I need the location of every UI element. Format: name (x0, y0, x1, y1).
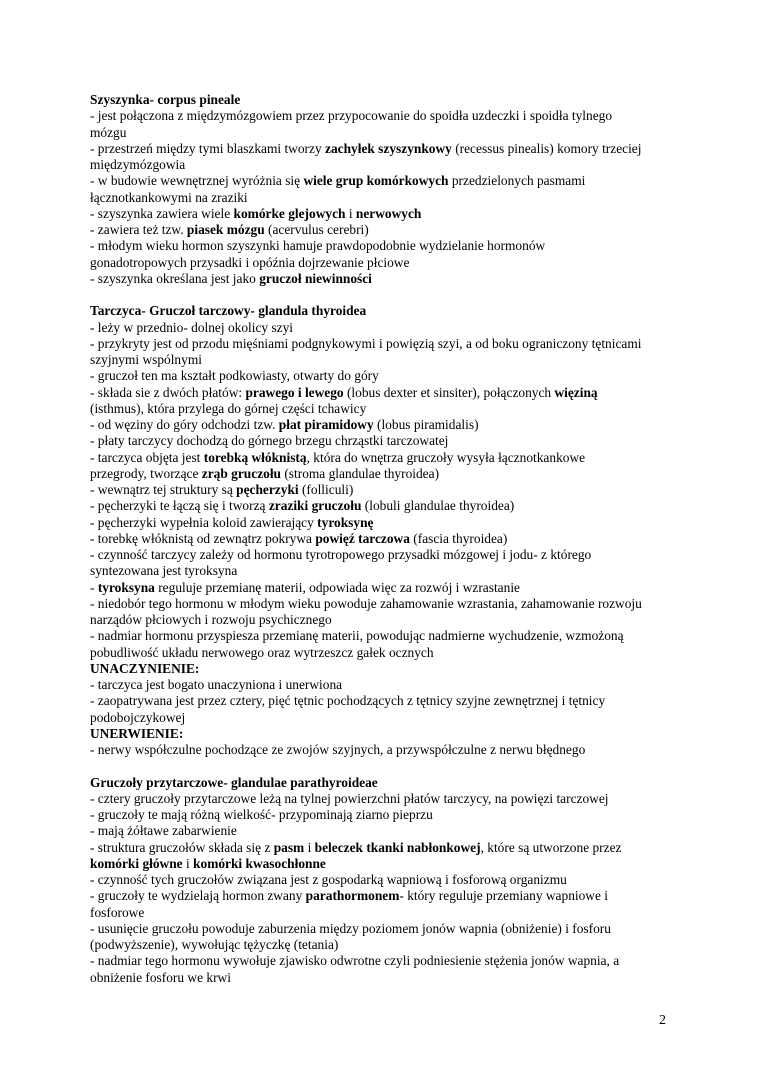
bold-term: UNACZYNIENIE: (90, 660, 200, 676)
text-line (90, 482, 680, 498)
text-run: - gruczoły te wydzielają hormon zwany (90, 888, 306, 904)
text-run: - składa sie z dwóch płatów: (90, 384, 246, 400)
text-line (90, 888, 680, 904)
text-line (90, 970, 680, 986)
text-line (90, 206, 680, 222)
text-line (90, 157, 680, 173)
text-run: fosforowe (90, 904, 145, 920)
text-run: - czynność tarczycy zależy od hormonu tyrotropowego przysadki mózgowej i jodu- z którego (90, 547, 592, 562)
text-line (90, 352, 680, 368)
text-line (90, 807, 680, 823)
bold-term: komórki kwasochłonne (193, 855, 326, 871)
text-line (90, 531, 680, 547)
text-line (90, 775, 680, 791)
text-run: - zaopatrywana jest przez cztery, pięć tętnic pochodzących z tętnicy szyjne zewnętrznej i tętnicy (90, 693, 606, 709)
bold-term: tyroksynę (317, 514, 374, 530)
text-run: , które są utworzone przez (480, 839, 622, 855)
text-run: (lobus piramidalis) (373, 417, 479, 432)
bold-term: beleczek tkanki nabłonkowej (314, 839, 481, 855)
text-run: (isthmus), która przylega do górnej części tchawicy (90, 400, 367, 416)
page-number: 2 (659, 1013, 666, 1028)
text-line (90, 612, 680, 628)
text-run: - pęcherzyki te łączą się i tworzą (90, 498, 269, 514)
text-run: - nerwy współczulne pochodzące ze zwojów szyjnych, a przywspółczulne z nerwu błędnego (90, 742, 586, 757)
bold-term: powięź tarczowa (315, 530, 410, 546)
text-run: (folliculi) (298, 482, 354, 497)
text-run: łącznotkankowymi na zraziki (90, 189, 248, 205)
bold-term: zachyłek szyszynkowy (325, 140, 452, 156)
text-line (90, 872, 680, 888)
text-line (90, 222, 680, 238)
text-line (90, 661, 680, 677)
bold-term: gruczoł niewinności (259, 270, 372, 286)
text-line (90, 515, 680, 531)
text-run: - w budowie wewnętrznej wyróżnia się (90, 173, 304, 189)
text-line (90, 238, 680, 254)
text-run: i (182, 855, 194, 871)
text-run: pobudliwość układu nerwowego oraz wytrzeszcz gałek ocznych (90, 644, 434, 660)
text-line (90, 303, 680, 319)
text-run: - nadmiar tego hormonu wywołuje zjawisko odwrotne czyli podniesienie stężenia jonów wapnia, a (90, 953, 620, 969)
text-run: - niedobór tego hormonu w młodym wieku powoduje zahamowanie wzrastania, zahamowanie rozwoju (90, 595, 642, 611)
bold-term: parathormonem (305, 888, 400, 904)
text-line (90, 498, 680, 514)
bold-term: Tarczyca- Gruczoł tarczowy- glandula thyroidea (90, 303, 367, 319)
text-run: - od węziny do góry odchodzi tzw. (90, 417, 279, 432)
text-line (90, 401, 680, 417)
text-line (90, 417, 680, 433)
text-run: - który reguluje przemiany wapniowe i (399, 888, 608, 904)
text-line (90, 271, 680, 287)
text-line (90, 108, 680, 124)
text-run: podobojczykowej (90, 709, 186, 725)
text-run: (recessus pinealis) komory trzeciej (451, 140, 642, 156)
text-line (90, 742, 680, 758)
text-line (90, 563, 680, 579)
text-line (90, 693, 680, 709)
text-run: przedzielonych pasmami (448, 173, 586, 189)
text-run: - przykryty jest od przodu mięśniami podgnykowymi i powięzią szyi, a od boku ograniczony tętnicami (90, 335, 642, 351)
text-run: , która do wnętrza gruczoły wysyła łącznotkankowe (306, 449, 586, 465)
text-run: - gruczoł ten ma kształt podkowiasty, otwarty do góry (90, 368, 379, 384)
bold-term: Gruczoły przytarczowe- glandulae parathyroideae (90, 774, 378, 790)
text-run: - młodym wieku hormon szyszynki hamuje prawdopodobnie wydzielanie hormonów (90, 238, 546, 254)
text-run: (lobus dexter et sinsiter), połączonych (343, 384, 555, 400)
text-line (90, 823, 680, 839)
bold-term: UNERWIENIE: (90, 725, 184, 741)
text-run: (lobuli glandulae thyroidea) (361, 498, 515, 514)
text-line (90, 856, 680, 872)
bold-term: wiele grup komórkowych (303, 173, 449, 189)
text-run: - przestrzeń między tymi blaszkami tworzy (90, 140, 325, 156)
text-line (90, 336, 680, 352)
text-run: - mają żółtawe zabarwienie (90, 823, 237, 839)
text-run: i (345, 205, 356, 221)
text-run: - torebkę włóknistą od zewnątrz pokrywa (90, 530, 316, 546)
text-run: - pęcherzyki wypełnia koloid zawierający (90, 514, 318, 530)
text-run: szyjnymi wspólnymi (90, 352, 202, 367)
text-run: - nadmiar hormonu przyspiesza przemianę materii, powodując nadmierne wychudzenie, wzmożoną (90, 628, 624, 644)
text-line (90, 255, 680, 271)
text-line (90, 628, 680, 644)
bold-term: zraziki gruczołu (268, 498, 362, 514)
text-line (90, 173, 680, 189)
text-run: - tarczyca jest bogato unaczyniona i unerwiona (90, 677, 343, 692)
text-run: obniżenie fosforu we krwi (90, 969, 231, 985)
text-run: (fascia thyroidea) (409, 530, 508, 546)
text-run: - szyszynka zawiera wiele (90, 205, 234, 221)
text-run: - usunięcie gruczołu powoduje zaburzenia między poziomem jonów wapnia (obniżenie) i fosforu (90, 920, 611, 936)
text-run: syntezowana jest tyroksyna (90, 563, 238, 579)
text-line (90, 385, 680, 401)
text-run: - struktura gruczołów składa się z (90, 839, 274, 855)
bold-term: torebką włóknistą (203, 449, 307, 465)
text-line (90, 953, 680, 969)
text-line (90, 433, 680, 449)
text-line (90, 905, 680, 921)
text-run: i (304, 839, 315, 855)
text-run: - cztery gruczoły przytarczowe leżą na tylnej powierzchni płatów tarczycy, na powięzi tarczowej (90, 790, 609, 806)
text-line (90, 92, 680, 108)
text-line (90, 596, 680, 612)
text-run: - gruczoły te mają różną wielkość- przypominają ziarno pieprzu (90, 807, 433, 822)
text-run: - (90, 579, 98, 595)
text-line (90, 450, 680, 466)
text-run: - leży w przednio- dolnej okolicy szyi (90, 319, 294, 335)
text-line (90, 921, 680, 937)
text-line (90, 466, 680, 482)
text-line (90, 547, 680, 563)
text-line (90, 645, 680, 661)
bold-term: zrąb gruczołu (201, 465, 281, 481)
text-run: mózgu (90, 124, 127, 140)
text-line (90, 710, 680, 726)
bold-term: tyroksyna (97, 579, 155, 595)
text-line (90, 320, 680, 336)
text-run: (stroma glandulae thyroidea) (281, 465, 440, 481)
text-run: (podwyższenie), wywołując tężyczkę (tetania) (90, 937, 339, 952)
text-line (90, 190, 680, 206)
bold-term: komórki główne (90, 855, 183, 871)
text-line (90, 141, 680, 157)
blank-line (90, 287, 680, 303)
text-run: - tarczyca objęta jest (90, 449, 204, 465)
bold-term: pasm (273, 839, 305, 855)
text-line (90, 368, 680, 384)
text-run: narządów płciowych i rozwoju psychicznego (90, 612, 332, 627)
text-line (90, 937, 680, 953)
text-run: gonadotropowych przysadki i opóźnia dojrzewanie płciowe (90, 254, 410, 270)
text-run: - zawiera też tzw. (90, 222, 187, 237)
text-run: - płaty tarczycy dochodzą do górnego brzegu chrząstki tarczowatej (90, 433, 449, 449)
text-line (90, 840, 680, 856)
text-run: - czynność tych gruczołów związana jest z gospodarką wapniową i fosforową organizmu (90, 872, 567, 887)
bold-term: prawego i lewego (245, 384, 344, 400)
bold-term: więziną (554, 384, 598, 400)
text-line (90, 726, 680, 742)
text-run: reguluje przemianę materii, odpowiada więc za rozwój i wzrastanie (154, 579, 520, 595)
bold-term: Szyszynka- corpus pineale (90, 92, 241, 107)
text-line (90, 580, 680, 596)
text-line (90, 125, 680, 141)
bold-term: piasek mózgu (186, 222, 265, 237)
text-line (90, 791, 680, 807)
bold-term: płat piramidowy (278, 417, 374, 432)
bold-term: pęcherzyki (236, 482, 299, 497)
bold-term: komórke glejowych (233, 205, 346, 221)
blank-line (90, 758, 680, 774)
text-run: - wewnątrz tej struktury są (90, 482, 237, 497)
text-run: - jest połączona z międzymózgowiem przez przypocowanie do spoidła uzdeczki i spoidła tylnego (90, 108, 613, 124)
bold-term: nerwowych (355, 205, 422, 221)
document-body (90, 92, 680, 986)
text-run: przegrody, tworzące (90, 465, 202, 481)
text-run: (acervulus cerebri) (264, 222, 369, 237)
text-line (90, 677, 680, 693)
text-run: międzymózgowia (90, 157, 186, 172)
text-run: - szyszynka określana jest jako (90, 270, 260, 286)
